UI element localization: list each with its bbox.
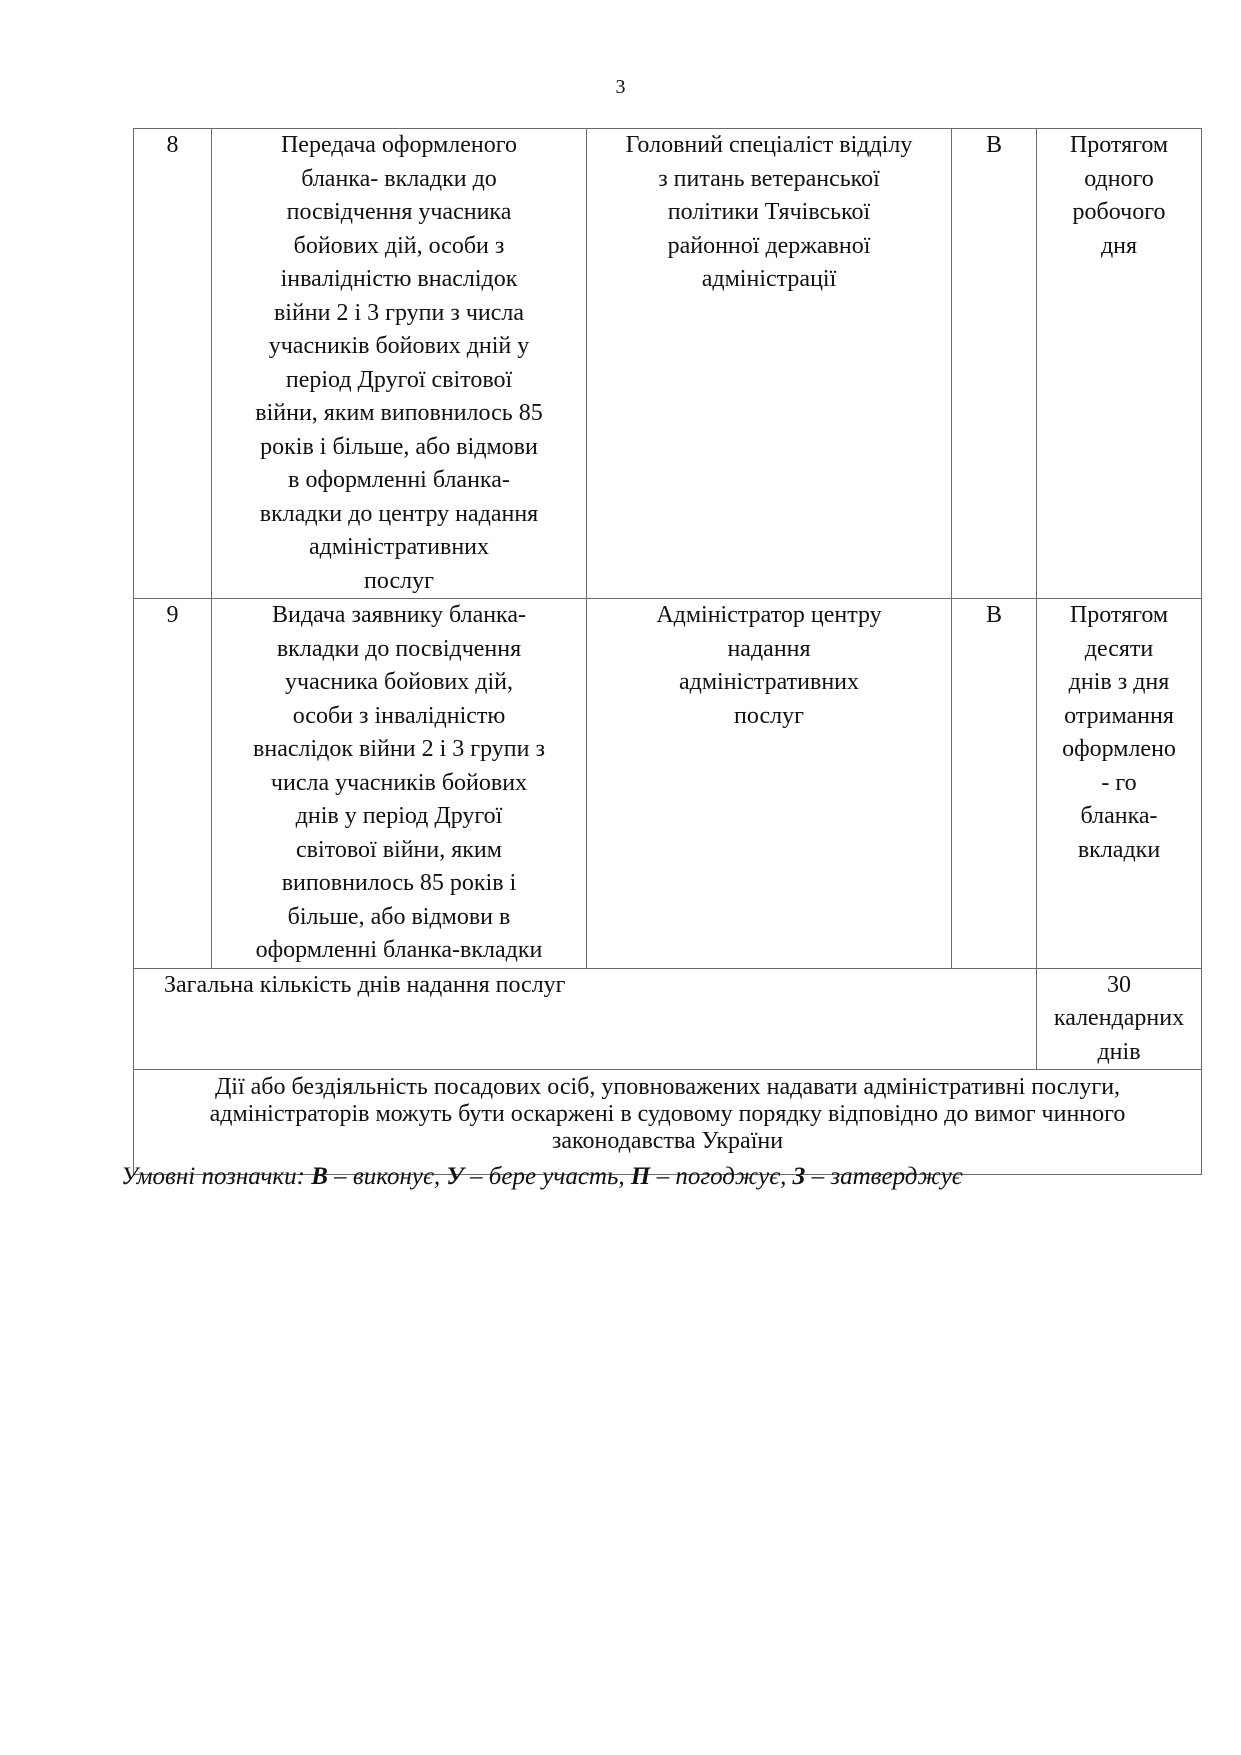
page-number: 3	[615, 76, 626, 98]
step-term: Протягом десяти днів з дня отримання оформлено - го бланка- вкладки	[1037, 599, 1202, 969]
step-executor: Адміністратор центру надання адміністративних послуг	[587, 599, 952, 969]
legend-text: – погоджує,	[650, 1163, 793, 1190]
table-row	[134, 129, 1202, 599]
total-days-label: Загальна кількість днів надання послуг	[134, 968, 1037, 1070]
step-description: Передача оформленого бланка- вкладки до посвідчення учасника бойових дій, особи з інвалідністю внаслідок війни 2 і 3 групи з числа учасників бойових дній у період Другої світової війни, яким виповнилось 85 років і більше, або відмови в оформленні бланка- вкладки до центру надання адміністративних послуг	[212, 129, 587, 599]
legend-text: – бере участь,	[463, 1163, 631, 1190]
legend-code: П	[630, 1163, 651, 1190]
legend-text: – виконує,	[327, 1163, 447, 1190]
total-days-value: 30 календарних днів	[1037, 968, 1202, 1070]
legend-code: В	[311, 1163, 328, 1190]
step-number: 9	[134, 599, 212, 969]
table-row	[134, 599, 1202, 969]
step-role: В	[952, 129, 1037, 599]
total-row	[134, 968, 1202, 1070]
legend-code: З	[792, 1163, 806, 1190]
step-number: 8	[134, 129, 212, 599]
legend-prefix: Умовні позначки:	[121, 1163, 312, 1190]
appeal-row	[134, 1070, 1202, 1175]
legend-code: У	[446, 1163, 464, 1190]
process-table	[133, 128, 1202, 1175]
step-description: Видача заявнику бланка- вкладки до посвідчення учасника бойових дій, особи з інвалідністю внаслідок війни 2 і 3 групи з числа учасників бойових днів у період Другої світової війни, яким виповнилось 85 років і більше, або відмови в оформленні бланка-вкладки	[212, 599, 587, 969]
appeal-note: Дії або бездіяльність посадових осіб, уповноважених надавати адміністративні послуги, адміністраторів можуть бути оскаржені в судовому порядку відповідно до вимог чинного законодавства України	[134, 1070, 1202, 1175]
step-term: Протягом одного робочого дня	[1037, 129, 1202, 599]
legend	[121, 1163, 963, 1191]
step-role: В	[952, 599, 1037, 969]
step-executor: Головний спеціаліст відділу з питань ветеранської політики Тячівської районної державної адміністрації	[587, 129, 952, 599]
legend-text: – затверджує	[805, 1163, 963, 1190]
